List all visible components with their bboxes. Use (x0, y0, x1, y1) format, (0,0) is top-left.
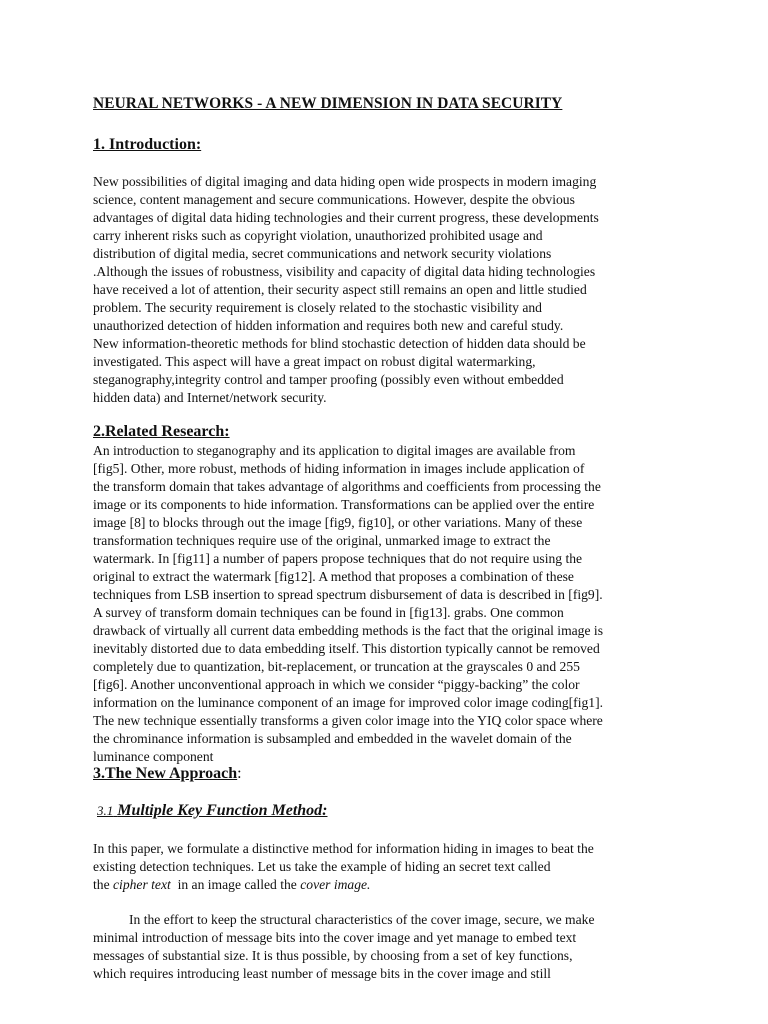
text-line: messages of substantial size. It is thus possible, by choosing from a set of key functions, (93, 948, 573, 963)
subsection-number: 3.1 (97, 803, 114, 818)
text-line-with-emphasis (93, 876, 693, 894)
text-line: techniques from LSB insertion to spread spectrum disbursement of data is described in [fig9]. (93, 587, 603, 602)
text-line: watermark. In [fig11] a number of papers propose techniques that do not require using the (93, 551, 583, 566)
method-paragraph-2 (93, 911, 693, 983)
section-heading-introduction: 1. Introduction: (93, 136, 202, 153)
text-line: distribution of digital media, secret communications and network security violations (93, 246, 552, 261)
introduction-paragraph (93, 173, 693, 407)
text-line: An introduction to steganography and its application to digital images are available from (93, 443, 576, 458)
text-line: have received a lot of attention, their security aspect still remains an open and little studied (93, 282, 587, 297)
text-line: A survey of transform domain techniques can be found in [fig13]. grabs. One common (93, 605, 564, 620)
text-line: science, content management and secure communications. However, despite the obvious (93, 192, 575, 207)
text-line: luminance component (93, 749, 214, 764)
section-heading-related-research: 2.Related Research: (93, 423, 230, 440)
text-line: unauthorized detection of hidden information and requires both new and careful study. (93, 318, 564, 333)
text-line: image or its components to hide information. Transformations can be applied over the entire (93, 497, 595, 512)
subsection-title: Multiple Key Function Method: (117, 802, 328, 819)
text-line: problem. The security requirement is closely related to the stochastic visibility and (93, 300, 542, 315)
cover-image-term: cover image. (300, 877, 371, 892)
text-line: completely due to quantization, bit-replacement, or truncation at the grayscales 0 and 255 (93, 659, 580, 674)
text-line: minimal introduction of message bits into the cover image and yet manage to embed text (93, 930, 577, 945)
text-line: New possibilities of digital imaging and data hiding open wide prospects in modern imaging (93, 174, 597, 189)
section-heading-text: 3.The New Approach (93, 765, 238, 782)
text-line: hidden data) and Internet/network security. (93, 390, 327, 405)
text-line: .Although the issues of robustness, visibility and capacity of digital data hiding technologies (93, 264, 596, 279)
text-line: original to extract the watermark [fig12]. A method that proposes a combination of these (93, 569, 574, 584)
cipher-text-term: cipher text (113, 877, 171, 892)
section-heading-new-approach (93, 765, 242, 783)
text-line: which requires introducing least number of message bits in the cover image and still (93, 966, 551, 981)
text-line: the chrominance information is subsampled and embedded in the wavelet domain of the (93, 731, 572, 746)
document-title: NEURAL NETWORKS - A NEW DIMENSION IN DATA SECURITY (93, 95, 563, 112)
text-line: transformation techniques require use of the original, unmarked image to extract the (93, 533, 551, 548)
text-line: In this paper, we formulate a distinctive method for information hiding in images to beat the (93, 841, 594, 856)
text-line: existing detection techniques. Let us take the example of hiding an secret text called (93, 859, 551, 874)
text-line: carry inherent risks such as copyright violation, unauthorized prohibited usage and (93, 228, 543, 243)
related-research-paragraph (93, 442, 693, 766)
text-line: steganography,integrity control and tamper proofing (possibly even without embedded (93, 372, 564, 387)
text-fragment: the (93, 877, 114, 892)
text-line: [fig6]. Another unconventional approach in which we consider “piggy-backing” the color (93, 677, 580, 692)
text-line: New information-theoretic methods for blind stochastic detection of hidden data should be (93, 336, 586, 351)
subsection-heading (97, 802, 328, 820)
text-line: investigated. This aspect will have a great impact on robust digital watermarking, (93, 354, 536, 369)
method-paragraph (93, 840, 693, 894)
text-line: drawback of virtually all current data embedding methods is the fact that the original image is (93, 623, 603, 638)
heading-colon: : (237, 765, 242, 782)
text-line: [fig5]. Other, more robust, methods of hiding information in images include application of (93, 461, 585, 476)
text-fragment: in an image called the (170, 877, 301, 892)
text-line: information on the luminance component of an image for improved color image coding[fig1]. (93, 695, 603, 710)
text-line: the transform domain that takes advantage of algorithms and coefficients from processing the (93, 479, 601, 494)
text-line: image [8] to blocks through out the image [fig9, fig10], or other variations. Many of these (93, 515, 583, 530)
text-line: advantages of digital data hiding technologies and their current progress, these developments (93, 210, 599, 225)
text-line: inevitably distorted due to data embedding itself. This distortion typically cannot be removed (93, 641, 600, 656)
text-line: The new technique essentially transforms a given color image into the YIQ color space where (93, 713, 603, 728)
text-line: In the effort to keep the structural characteristics of the cover image, secure, we make (129, 912, 595, 927)
